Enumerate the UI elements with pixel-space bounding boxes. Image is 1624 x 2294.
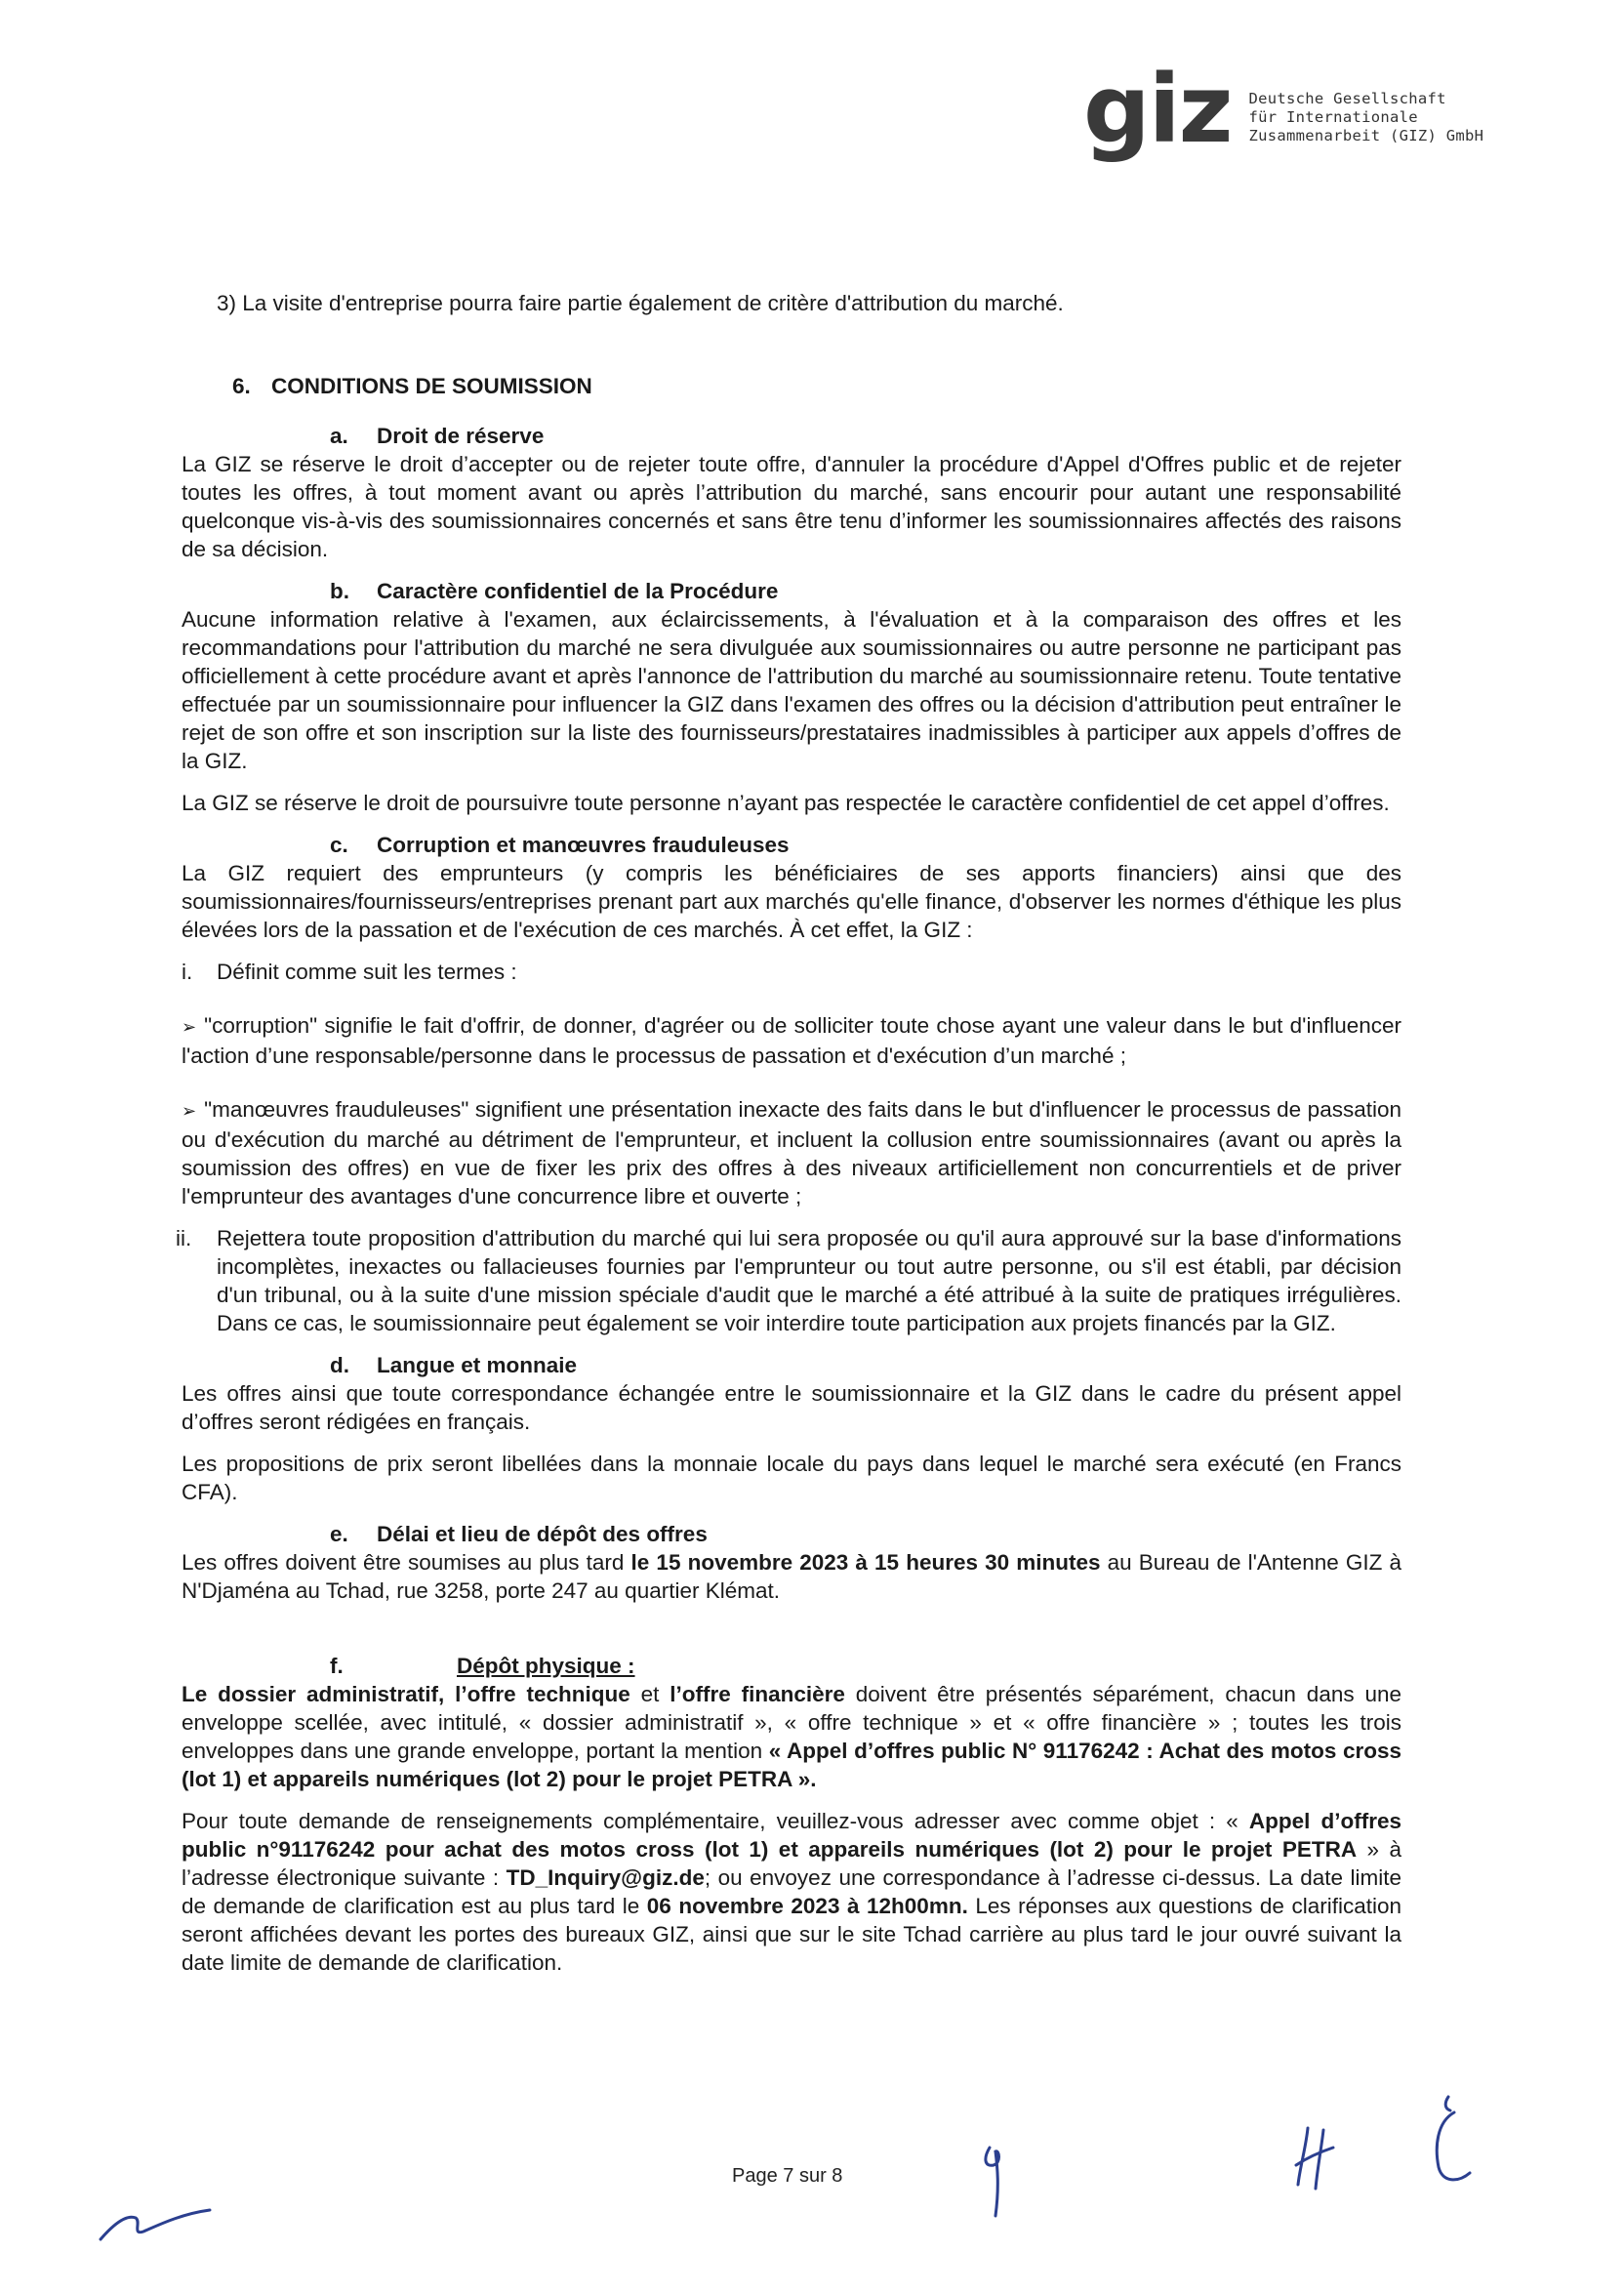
bullet-fraud: ➢ "manœuvres frauduleuses" signifient une présentation inexacte des faits dans le but d'influencer le processus de passation ou d'exécution du marché au détriment de l'emprunteur, et incluent la collusion entre soumissionnaires (avant ou après la soumission des offres) en vue de fixer les prix des offres à des niveaux artificiellement non concurrentiels et de priver l'emprunteur des avantages d'une concurrence libre et ouverte ; [182, 1097, 1401, 1208]
organization-name [1249, 90, 1484, 145]
arrow-bullet-icon: ➢ [182, 1101, 197, 1122]
page-number: Page 7 sur 8 [732, 2165, 843, 2187]
subsection-e-body: Les offres doivent être soumises au plus tard le 15 novembre 2023 à 15 heures 30 minutes au Bureau de l'Antenne GIZ à N'Djaména au Tchad, rue 3258, porte 247 au quartier Klémat. [182, 1550, 1401, 1603]
giz-logo-mark: giz [1083, 55, 1232, 164]
subsection-e-heading: e. Délai et lieu de dépôt des offres [330, 1522, 708, 1546]
handwritten-initial-right-2 [1415, 2089, 1483, 2196]
document-body [176, 289, 1402, 1977]
list-item-ii: ii. Rejettera toute proposition d'attribution du marché qui lui sera proposée ou qu'il aura approuvé sur la base d'informations incomplètes, inexactes ou fallacieuses fournies par l'emprunteur ou tout autre personne, ou s'il est établi, par décision d'un tribunal, ou à la suite d'une mission spéciale d'audit que le marché a été attribué à la suite de pratiques irrégulières. Dans ce cas, le soumissionnaire peut également se voir interdire toute participation aux projets financés par la GIZ. [176, 1226, 1401, 1335]
handwritten-initial-middle [976, 2138, 1015, 2226]
subsection-a-body: La GIZ se réserve le droit d’accepter ou de rejeter toute offre, d'annuler la procédure d'Appel d'Offres public et de rejeter toutes les offres, à tout moment avant ou après l’attribution du marché, sans encourir pour autant une responsabilité quelconque vis-à-vis des soumissionnaires concernés et sans être tenu d’informer les soumissionnaires affectés des raisons de sa décision. [182, 452, 1401, 561]
visit-criterion: 3) La visite d'entreprise pourra faire partie également de critère d'attribution du marché. [217, 291, 1064, 315]
section-title: CONDITIONS DE SOUMISSION [271, 374, 592, 398]
inquiry-email: TD_Inquiry@giz.de [506, 1865, 705, 1890]
subsection-f-heading: f. Dépôt physique : [330, 1654, 635, 1678]
subsection-c-intro: La GIZ requiert des emprunteurs (y compris les bénéficiaires de ses apports financiers) ainsi que des soumissionnaires/fournisseurs/entreprises prenant part aux marchés qu'elle finance, d'observer les normes d'éthique les plus élevées lors de la passation et de l'exécution de ces marchés. À cet effet, la GIZ : [182, 861, 1401, 942]
arrow-bullet-icon: ➢ [182, 1017, 197, 1038]
subsection-f-body: Le dossier administratif, l’offre technique et l’offre financière doivent être présentés séparément, chacun dans une enveloppe scellée, avec intitulé, « dossier administratif », « offre technique » et « offre financière » ; toutes les trois enveloppes dans une grande enveloppe, portant la mention « Appel d’offres public N° 91176242 : Achat des motos cross (lot 1) et appareils numériques (lot 2) pour le projet PETRA ». [182, 1682, 1401, 1791]
subsection-d-body-2: Les propositions de prix seront libellées dans la monnaie locale du pays dans lequel le marché sera exécuté (en Francs CFA). [182, 1452, 1401, 1504]
subsection-b-body-2: La GIZ se réserve le droit de poursuivre toute personne n’ayant pas respectée le caractère confidentiel de cet appel d’offres. [182, 791, 1390, 815]
bullet-corruption: ➢ "corruption" signifie le fait d'offrir, de donner, d'agréer ou de solliciter toute chose ayant une valeur dans le but d'influencer l'action d’une responsable/personne dans le processus de passation et d'exécution d’un marché ; [182, 1013, 1401, 1068]
org-line-3: Zusammenarbeit (GIZ) GmbH [1248, 127, 1484, 144]
handwritten-initial-left [93, 2196, 229, 2255]
list-item-i: i. Définit comme suit les termes : [182, 960, 517, 984]
org-line-1: Deutsche Gesellschaft [1248, 90, 1446, 107]
handwritten-initial-right-1 [1288, 2118, 1347, 2196]
subsection-c-heading: c. Corruption et manœuvres frauduleuses [330, 833, 790, 857]
subsection-d-heading: d. Langue et monnaie [330, 1353, 578, 1377]
section-heading [232, 372, 1401, 400]
giz-logo [1083, 55, 1484, 164]
subsection-b-body: Aucune information relative à l'examen, aux éclaircissements, à l'évaluation et à la comparaison des offres et les recommandations pour l'attribution du marché ne sera divulguée aux soumissionnaires ou autre personne ne participant pas officiellement à cette procédure avant et après l'annonce de l'attribution du marché au soumissionnaire retenu. Toute tentative effectuée par un soumissionnaire pour influencer la GIZ dans l'examen des offres ou la décision d'attribution peut entraîner le rejet de son offre et son inscription sur la liste des fournisseurs/prestataires inadmissibles à participer aux appels d’offres de la GIZ. [182, 607, 1401, 773]
org-line-2: für Internationale [1248, 108, 1418, 126]
subsection-b-heading: b. Caractère confidentiel de la Procédure [330, 579, 779, 603]
section-number: 6. [232, 374, 251, 398]
subsection-f-contact: Pour toute demande de renseignements complémentaire, veuillez-vous adresser avec comme objet : « Appel d’offres public n°91176242 pour achat des motos cross (lot 1) et appareils numériques (lot 2) pour le projet PETRA » à l’adresse électronique suivante : TD_Inquiry@giz.de; ou envoyez une correspondance à l’adresse ci-dessus. La date limite de demande de clarification est au plus tard le 06 novembre 2023 à 12h00mn. Les réponses aux questions de clarification seront affichées devant les portes des bureaux GIZ, ainsi que sur le site Tchad carrière au plus tard le jour ouvré suivant la date limite de demande de clarification. [182, 1809, 1402, 1975]
subsection-a-heading: a. Droit de réserve [330, 424, 545, 448]
subsection-d-body: Les offres ainsi que toute correspondance échangée entre le soumissionnaire et la GIZ dans le cadre du présent appel d’offres seront rédigées en français. [182, 1381, 1401, 1434]
